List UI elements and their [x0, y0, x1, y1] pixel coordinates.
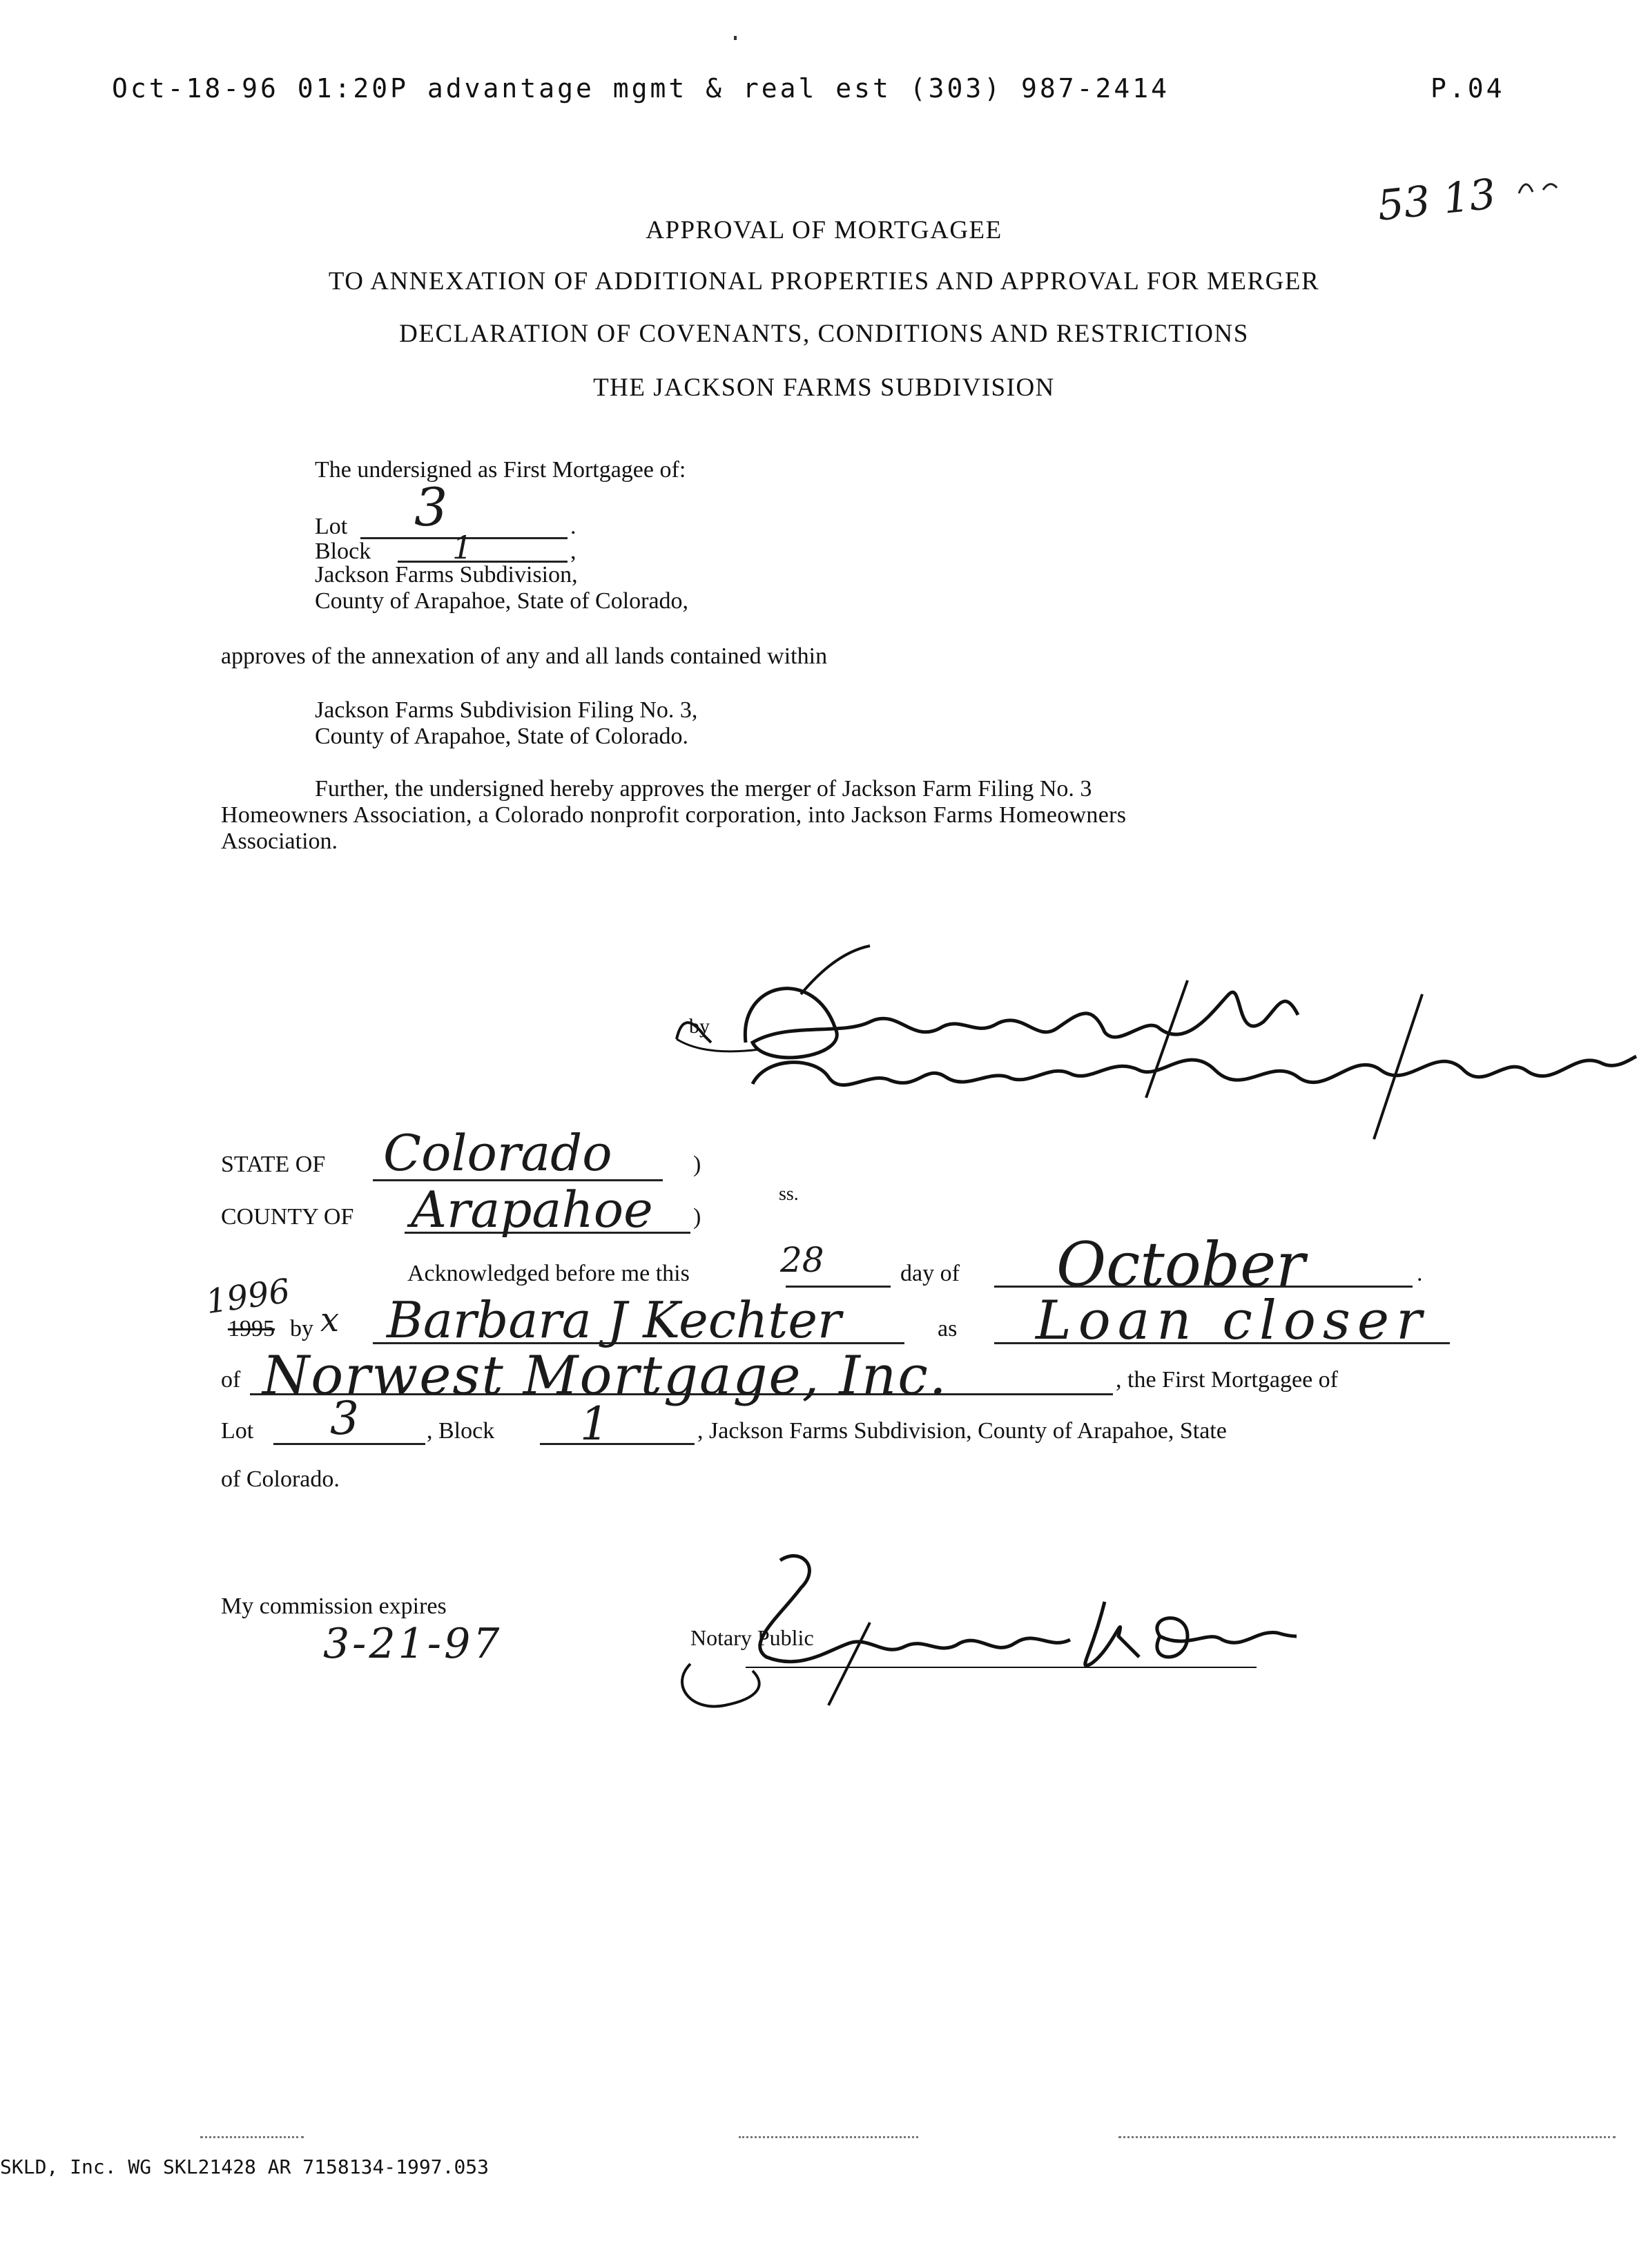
title-line-3: DECLARATION OF COVENANTS, CONDITIONS AND RESTRICTIONS	[399, 320, 1249, 348]
undersigned-text: The undersigned as First Mortgagee of:	[315, 457, 686, 483]
ack-label: Acknowledged before me this	[407, 1261, 690, 1286]
ack-day-handwritten: 28	[780, 1240, 824, 1280]
as-value-handwritten: Loan closer	[1036, 1290, 1429, 1352]
first-mortgagee-text: , the First Mortgagee of	[1116, 1367, 1338, 1393]
notary-public-label: Notary Public	[690, 1625, 814, 1650]
lot-value-handwritten: 3	[414, 476, 448, 538]
scan-mark-1	[200, 2136, 304, 2138]
filing-line-2: County of Arapahoe, State of Colorado.	[315, 724, 689, 749]
state-of-label: STATE OF	[221, 1152, 326, 1177]
further-line-1: Further, the undersigned hereby approves the merger of Jackson Farm Filing No. 3	[315, 776, 1092, 802]
of-colorado-text: of Colorado.	[221, 1466, 340, 1492]
title-line-2: TO ANNEXATION OF ADDITIONAL PROPERTIES AND APPROVAL FOR MERGER	[328, 267, 1320, 295]
approves-text: approves of the annexation of any and all lands contained within	[221, 643, 828, 669]
title-line-4: THE JACKSON FARMS SUBDIVISION	[593, 374, 1055, 402]
mortgagee-signature	[663, 939, 1643, 1146]
notary-block-label: , Block	[427, 1418, 495, 1444]
county-value-handwritten: Arapahoe	[411, 1181, 653, 1239]
by-label: by	[290, 1316, 313, 1341]
further-line-3: Association.	[221, 828, 338, 854]
county-text: County of Arapahoe, State of Colorado,	[315, 588, 689, 614]
margin-note-scribble	[1515, 173, 1564, 200]
scan-mark-2	[739, 2136, 918, 2138]
filing-line-1: Jackson Farms Subdivision Filing No. 3,	[315, 697, 698, 723]
of-label: of	[221, 1367, 241, 1393]
block-comma: ,	[570, 539, 576, 564]
year-handwritten: 1996	[203, 1271, 293, 1322]
speck-mark	[734, 36, 737, 40]
of-value-handwritten: Norwest Mortgage, Inc.	[262, 1345, 948, 1407]
margin-note: 53 13	[1375, 170, 1498, 231]
notary-tail-text: , Jackson Farms Subdivision, County of Arapahoe, State	[697, 1418, 1227, 1444]
county-paren: )	[693, 1204, 701, 1230]
subdivision-text: Jackson Farms Subdivision,	[315, 562, 578, 588]
notary-lot-label: Lot	[221, 1418, 254, 1444]
block-label: Block	[315, 539, 371, 564]
commission-value-handwritten: 3-21-97	[323, 1620, 503, 1668]
county-of-label: COUNTY OF	[221, 1204, 354, 1230]
state-value-handwritten: Colorado	[383, 1124, 612, 1182]
notary-block-underline	[540, 1443, 695, 1445]
footer-reference: SKLD, Inc. WG SKL21428 AR 7158134-1997.053	[0, 2155, 489, 2178]
fax-header-line: Oct-18-96 01:20P advantage mgmt & real est (303) 987-2414	[112, 73, 1170, 104]
ack-day-underline	[786, 1286, 891, 1288]
block-value-handwritten: 1	[452, 529, 473, 566]
signature-by-label: by	[689, 1015, 710, 1038]
lot-label: Lot	[315, 514, 348, 539]
ack-period: .	[1417, 1261, 1423, 1286]
as-label: as	[938, 1316, 958, 1341]
fax-page-number: P.04	[1431, 73, 1505, 104]
title-line-1: APPROVAL OF MORTGAGEE	[646, 216, 1002, 244]
state-paren: )	[693, 1152, 701, 1177]
lot-period: .	[570, 514, 576, 539]
commission-label: My commission expires	[221, 1593, 447, 1619]
scan-mark-3	[1118, 2136, 1616, 2138]
notary-lot-handwritten: 3	[330, 1392, 359, 1445]
ss-label: ss.	[779, 1183, 799, 1205]
further-line-2: Homeowners Association, a Colorado nonprofit corporation, into Jackson Farms Homeowners	[221, 802, 1127, 828]
by-name-handwritten: Barbara J Kechter	[387, 1291, 842, 1349]
day-of-label: day of	[900, 1261, 960, 1286]
notary-block-handwritten: 1	[580, 1397, 609, 1451]
by-mark: x	[320, 1301, 340, 1339]
year-printed-struck: 1995	[228, 1316, 275, 1341]
month-handwritten: October	[1056, 1229, 1306, 1300]
